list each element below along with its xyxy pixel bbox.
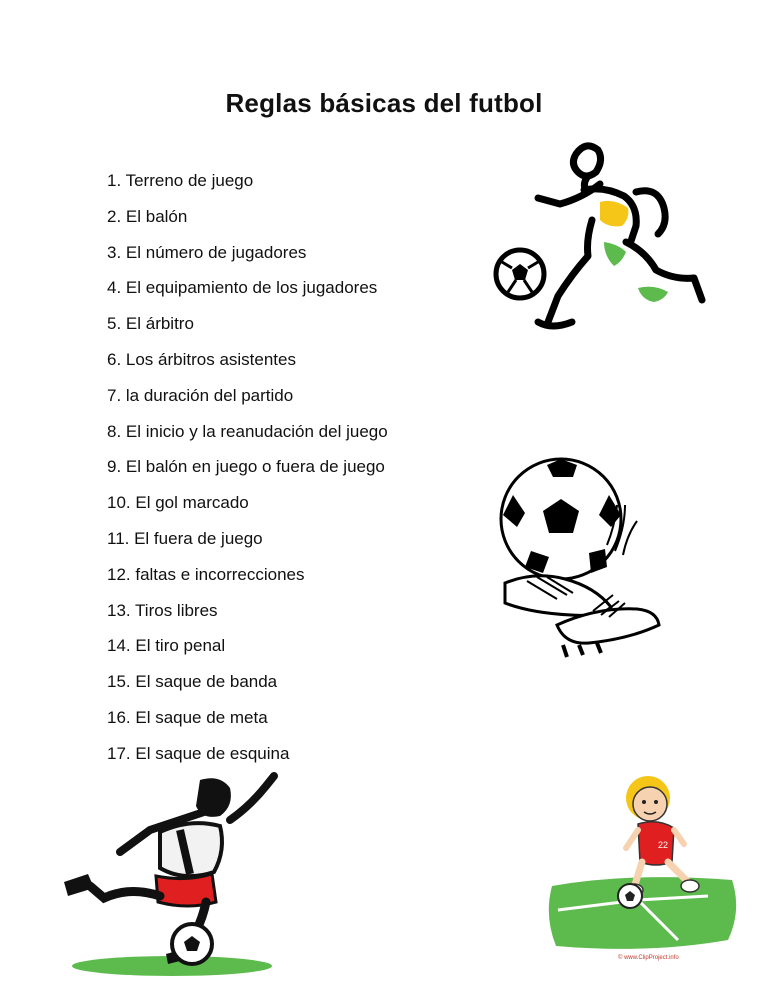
soccer-ball-icon: [618, 884, 642, 908]
list-item: 2. El balón: [107, 206, 188, 226]
list-item: 13. Tiros libres: [107, 600, 218, 620]
list-item: 6. Los árbitros asistentes: [107, 349, 296, 369]
list-item: 4. El equipamiento de los jugadores: [107, 278, 378, 298]
soccer-ball-icon: [172, 924, 212, 964]
list-item: 8. El inicio y la reanudación del juego: [107, 421, 388, 441]
boy-player-icon: [548, 768, 748, 958]
list-item: 16. El saque de meta: [107, 707, 268, 727]
rules-list: [107, 170, 388, 779]
list-item: 11. El fuera de juego: [107, 528, 263, 548]
soccer-ball-icon: [496, 250, 544, 298]
list-item: 10. El gol marcado: [107, 493, 249, 513]
list-item: 3. El número de jugadores: [107, 242, 307, 262]
list-item: 15. El saque de banda: [107, 672, 278, 692]
kicking-player-icon: [60, 770, 285, 980]
list-item: 12. faltas e incorrecciones: [107, 564, 305, 584]
running-player-icon: [492, 132, 712, 347]
ball-and-cleats-icon: [497, 455, 662, 670]
svg-text:22: 22: [658, 840, 669, 850]
list-item: 14. El tiro penal: [107, 636, 226, 656]
list-item: 17. El saque de esquina: [107, 743, 290, 763]
list-item: 7. la duración del partido: [107, 385, 294, 405]
list-item: 1. Terreno de juego: [107, 171, 254, 190]
page-title: Reglas básicas del futbol: [225, 88, 543, 118]
clipart-credit: © www.ClipProject.info: [618, 955, 679, 961]
list-item: 5. El árbitro: [107, 314, 194, 334]
list-item: 9. El balón en juego o fuera de juego: [107, 457, 385, 477]
